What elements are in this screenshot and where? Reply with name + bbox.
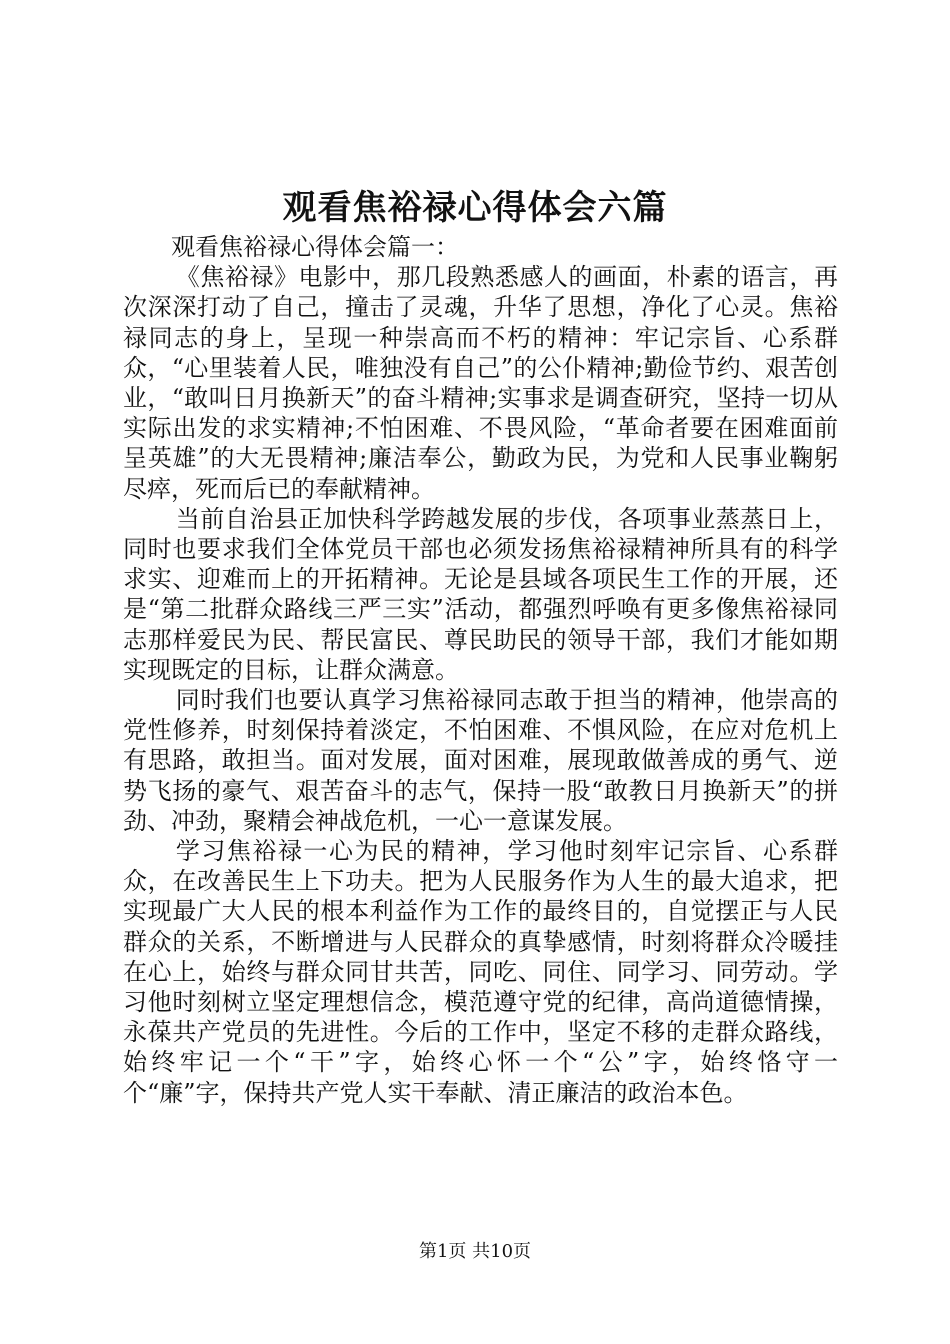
paragraph-3: 同时我们也要认真学习焦裕禄同志敢于担当的精神，他崇高的党性修养，时刻保持着淡定，不怕困难、不惧风险，在应对危机上有思路，敢担当。面对发展，面对困难，展现敢做善成的勇气、逆势飞扬的豪气、艰苦奋斗的志气，保持一股“敢教日月换新天”的拼劲、冲劲，聚精会神战危机，一心一意谋发展。 <box>123 686 838 835</box>
paragraph-4: 学习焦裕禄一心为民的精神，学习他时刻牢记宗旨、心系群众，在改善民生上下功夫。把为人民服务作为人生的最大追求，把实现最广大人民的根本利益作为工作的最终目的，自觉摆正与人民群众的关系，不断增进与人民群众的真挚感情，时刻将群众冷暖挂在心上，始终与群众同甘共苦，同吃、同住、同学习、同劳动。学习他时刻树立坚定理想信念，模范遵守党的纪律，高尚道德情操，永葆共产党员的先进性。今后的工作中，坚定不移的走群众路线，始终牢记一个“干”字，始终心怀一个“公”字，始终恪守一个“廉”字，保持共产党人实干奉献、清正廉洁的政治本色。 <box>123 837 838 1107</box>
document-title: 观看焦裕禄心得体会六篇 <box>282 188 668 228</box>
paragraph-2: 当前自治县正加快科学跨越发展的步伐，各项事业蒸蒸日上，同时也要求我们全体党员干部也必须发扬焦裕禄精神所具有的科学求实、迎难而上的开拓精神。无论是县域各项民生工作的开展，还是“第二批群众路线三严三实”活动，都强烈呼唤有更多像焦裕禄同志那样爱民为民、帮民富民、尊民助民的领导干部，我们才能如期实现既定的目标，让群众满意。 <box>123 504 838 684</box>
document-body <box>123 232 838 1108</box>
section-heading: 观看焦裕禄心得体会篇一： <box>171 233 459 261</box>
paragraph-1: 《焦裕禄》电影中，那几段熟悉感人的画面，朴素的语言，再次深深打动了自己，撞击了灵魂，升华了思想，净化了心灵。焦裕禄同志的身上，呈现一种崇高而不朽的精神：牢记宗旨、心系群众，“心里装着人民，唯独没有自己”的公仆精神;勤俭节约、艰苦创业，“敢叫日月换新天”的奋斗精神;实事求是调查研究，坚持一切从实际出发的求实精神;不怕困难、不畏风险，“革命者要在困难面前呈英雄”的大无畏精神;廉洁奉公，勤政为民，为党和人民事业鞠躬尽瘁，死而后已的奉献精神。 <box>123 263 838 503</box>
page-number-footer: 第1页 共10页 <box>418 1241 532 1262</box>
